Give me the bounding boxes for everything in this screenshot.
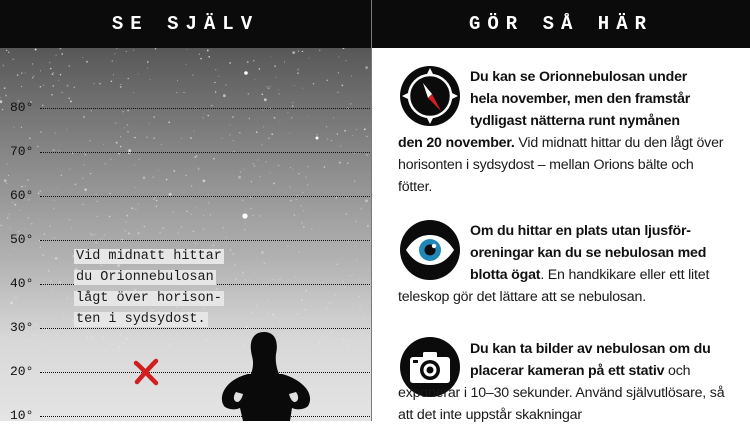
scale-label-4: 40° — [10, 276, 34, 291]
panel-title-gor-sa-har: GÖR SÅ HÄR — [372, 0, 750, 48]
scale-line-7 — [40, 416, 370, 417]
panel-title-se-sjalv: SE SJÄLV — [0, 0, 371, 48]
tip-1-normal-text: Vid midnatt hittar du den lågt över horisonten i sydsydost – mellan Orions bälte och fötter. — [398, 135, 724, 195]
caption-line-2: du Orionnebulosan — [76, 270, 214, 285]
scale-label-7: 10° — [10, 408, 34, 421]
tip-3 — [398, 338, 728, 426]
person-silhouette-icon — [210, 330, 320, 421]
tip-1-bold-line-1: Du kan se Orionnebulosan under — [470, 69, 688, 85]
panel-divider — [371, 0, 372, 421]
scale-label-3: 50° — [10, 232, 34, 247]
red-x-icon — [131, 357, 161, 387]
tip-2-bold-line-2: oreningar kan du se nebulosan med — [470, 245, 707, 261]
caption-line-3: lågt över horison- — [76, 291, 222, 306]
caption-line-4: ten i sydsydost. — [76, 312, 206, 327]
tip-2-normal-text: . En handkikare eller ett litet teleskop gör det lättare att se nebulosan. — [398, 267, 710, 305]
scale-label-2: 60° — [10, 188, 34, 203]
tip-3-bold-line-1: Du kan ta bilder av nebulosan om du — [470, 341, 711, 357]
tip-2-bold-line-1: Om du hittar en plats utan ljusför- — [470, 223, 691, 239]
tip-1 — [398, 66, 728, 198]
scale-line-2 — [40, 196, 370, 197]
scale-label-1: 70° — [10, 144, 34, 159]
scale-line-3 — [40, 240, 370, 241]
tip-3-text — [398, 338, 728, 426]
scale-label-0: 80° — [10, 100, 34, 115]
sky-caption — [74, 246, 244, 330]
tip-3-bold-line-2: placerar kameran på ett stativ — [470, 363, 665, 379]
scale-line-0 — [40, 108, 370, 109]
scale-label-6: 20° — [10, 364, 34, 379]
tip-1-text — [398, 66, 728, 198]
tip-2-text — [398, 220, 728, 308]
scale-line-1 — [40, 152, 370, 153]
tip-1-bold-line-3: tydligast nätterna runt nymånen — [470, 113, 680, 129]
tip-2 — [398, 220, 728, 308]
sky-illustration-panel — [0, 0, 371, 421]
tip-2-bold-line-3: blotta ögat — [470, 267, 541, 283]
tip-1-bold-line-2: hela november, men den framstår — [470, 91, 691, 107]
tip-1-bold-line-4: den 20 november. — [398, 135, 515, 151]
scale-line-6 — [40, 372, 370, 373]
scale-label-5: 30° — [10, 320, 34, 335]
tip-3-normal-text: och exponerar i 10–30 sekunder. Använd självutlösare, så att det inte uppstår skakningar — [398, 363, 725, 423]
caption-line-1: Vid midnatt hittar — [76, 249, 222, 264]
